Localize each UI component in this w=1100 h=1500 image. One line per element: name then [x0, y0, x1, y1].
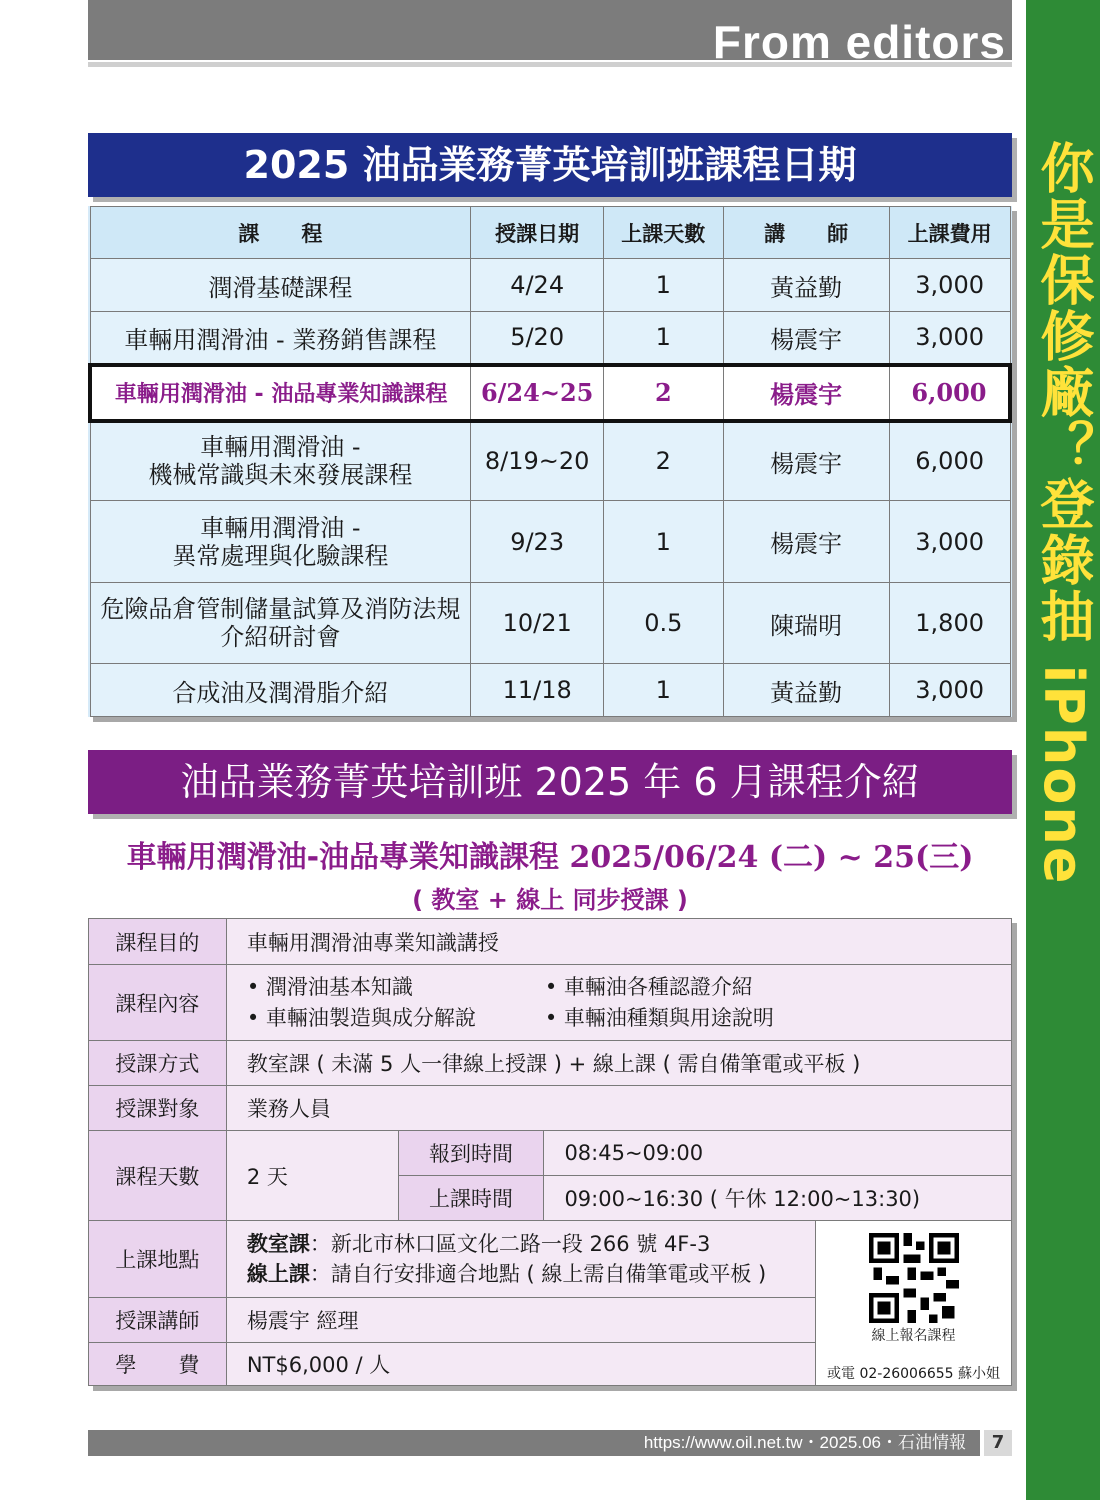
course-cell: 車輛用潤滑油 - 異常處理與化驗課程 — [90, 501, 471, 583]
fee-cell: 6,000 — [889, 365, 1010, 421]
teacher-cell: 楊震宇 — [723, 365, 889, 421]
intro-title: 油品業務菁英培訓班 2025 年 6 月課程介紹 — [88, 750, 1012, 814]
days-cell: 1 — [604, 312, 723, 365]
value-method: 教室課 ( 未滿 5 人一律線上授課 ) + 線上課 ( 需自備筆電或平板 ) — [226, 1041, 1011, 1086]
date-cell: 11/18 — [471, 664, 604, 717]
course-cell: 合成油及潤滑脂介紹 — [90, 664, 471, 717]
classroom-label: 教室課 — [246, 1232, 310, 1257]
value-duration: 2 天 — [226, 1131, 398, 1221]
schedule-title: 2025 油品業務菁英培訓班課程日期 — [88, 133, 1012, 197]
col-days: 上課天數 — [604, 207, 723, 259]
value-checkin: 08:45~09:00 — [544, 1131, 1012, 1176]
table-row — [90, 312, 1010, 365]
course-name-line — [88, 826, 1012, 886]
date-cell: 5/20 — [471, 312, 604, 365]
table-row — [90, 259, 1010, 312]
teacher-cell: 黃益勤 — [723, 259, 889, 312]
label-goal: 課程目的 — [89, 919, 227, 965]
page-number: 7 — [984, 1430, 1012, 1456]
days-cell: 0.5 — [604, 583, 723, 664]
course-cell: 車輛用潤滑油 - 業務銷售課程 — [90, 312, 471, 365]
course-cell: 潤滑基礎課程 — [90, 259, 471, 312]
fee-cell: 6,000 — [889, 421, 1010, 501]
detail-row-goal — [89, 919, 1012, 965]
course-cell: 車輛用潤滑油 - 油品專業知識課程 — [90, 365, 471, 421]
promo-sidebar[interactable] — [1026, 0, 1100, 1500]
teacher-cell: 楊震宇 — [723, 501, 889, 583]
course-heading — [88, 826, 1012, 918]
days-cell: 1 — [604, 501, 723, 583]
col-teacher: 講 師 — [723, 207, 889, 259]
classroom-address: ：新北市林口區文化二路一段 266 號 4F-3 — [309, 1232, 711, 1257]
course-mode: ( 教室 + 線上 同步授課 ) — [412, 886, 688, 914]
fee-cell: 3,000 — [889, 664, 1010, 717]
label-lecturer: 授課講師 — [89, 1298, 227, 1343]
table-row — [90, 664, 1010, 717]
detail-row-method — [89, 1041, 1012, 1086]
label-tuition: 學 費 — [89, 1343, 227, 1386]
qr-caption: 線上報名課程 — [871, 1328, 956, 1344]
col-course: 課 程 — [90, 207, 471, 259]
days-cell: 1 — [604, 259, 723, 312]
value-location — [226, 1221, 815, 1298]
label-content: 課程內容 — [89, 965, 227, 1041]
days-cell: 1 — [604, 664, 723, 717]
table-row — [90, 501, 1010, 583]
date-cell: 9/23 — [471, 501, 604, 583]
date-cell: 6/24~25 — [471, 365, 604, 421]
teacher-cell: 黃益勤 — [723, 664, 889, 717]
registration-qr-cell — [816, 1221, 1012, 1386]
table-row-highlighted — [90, 365, 1010, 421]
label-location: 上課地點 — [89, 1221, 227, 1298]
detail-row-audience — [89, 1086, 1012, 1131]
teacher-cell: 陳瑞明 — [723, 583, 889, 664]
detail-row-location — [89, 1221, 1012, 1298]
table-row — [90, 583, 1010, 664]
value-goal: 車輛用潤滑油專業知識講授 — [226, 919, 1011, 965]
course-cell: 車輛用潤滑油 - 機械常識與未來發展課程 — [90, 421, 471, 501]
promo-text: 你是保修廠？登錄抽 iPhone — [1032, 140, 1095, 886]
fee-cell: 3,000 — [889, 312, 1010, 365]
content-item: • 車輛油製造與成分解說 — [246, 1005, 476, 1030]
course-cell: 危險品倉管制儲量試算及消防法規 介紹研討會 — [90, 583, 471, 664]
label-class-time: 上課時間 — [398, 1176, 544, 1221]
teacher-cell: 楊震宇 — [723, 312, 889, 365]
label-method: 授課方式 — [89, 1041, 227, 1086]
date-cell: 10/21 — [471, 583, 604, 664]
contact-phone: 或電 02-26006655 蘇小姐 — [827, 1366, 1001, 1382]
online-label: 線上課 — [246, 1262, 310, 1287]
section-brand: From editors — [712, 16, 1006, 68]
date-cell: 4/24 — [471, 259, 604, 312]
content-item: • 車輛油種類與用途說明 — [544, 1005, 774, 1030]
days-cell: 2 — [604, 421, 723, 501]
label-duration: 課程天數 — [89, 1131, 227, 1221]
content-item: • 車輛油各種認證介紹 — [544, 974, 753, 999]
fee-cell: 3,000 — [889, 259, 1010, 312]
schedule-header-row — [90, 207, 1010, 259]
value-content — [226, 965, 1011, 1041]
detail-row-duration — [89, 1131, 1012, 1176]
label-audience: 授課對象 — [89, 1086, 227, 1131]
fee-cell: 3,000 — [889, 501, 1010, 583]
value-tuition: NT$6,000 / 人 — [226, 1343, 815, 1386]
value-class-time: 09:00~16:30 ( 午休 12:00~13:30) — [544, 1176, 1012, 1221]
table-row — [90, 421, 1010, 501]
label-checkin: 報到時間 — [398, 1131, 544, 1176]
course-detail-table — [88, 918, 1012, 1386]
fee-cell: 1,800 — [889, 583, 1010, 664]
footer-text[interactable]: https://www.oil.net.tw・2025.06・石油情報 — [643, 1433, 966, 1452]
col-fee: 上課費用 — [889, 207, 1010, 259]
value-audience: 業務人員 — [226, 1086, 1011, 1131]
col-date: 授課日期 — [471, 207, 604, 259]
online-note: ：請自行安排適合地點 ( 線上需自備筆電或平板 ) — [309, 1262, 767, 1287]
teacher-cell: 楊震宇 — [723, 421, 889, 501]
registration-qr-icon[interactable] — [869, 1233, 959, 1323]
date-cell: 8/19~20 — [471, 421, 604, 501]
detail-row-content — [89, 965, 1012, 1041]
content-item: • 潤滑油基本知識 — [246, 974, 413, 999]
course-name: 車輛用潤滑油-油品專業知識課程 — [126, 840, 560, 875]
course-date: 2025/06/24 (二) ~ 25(三) — [569, 840, 974, 875]
schedule-table — [88, 206, 1012, 717]
days-cell: 2 — [604, 365, 723, 421]
value-lecturer: 楊震宇 經理 — [226, 1298, 815, 1343]
